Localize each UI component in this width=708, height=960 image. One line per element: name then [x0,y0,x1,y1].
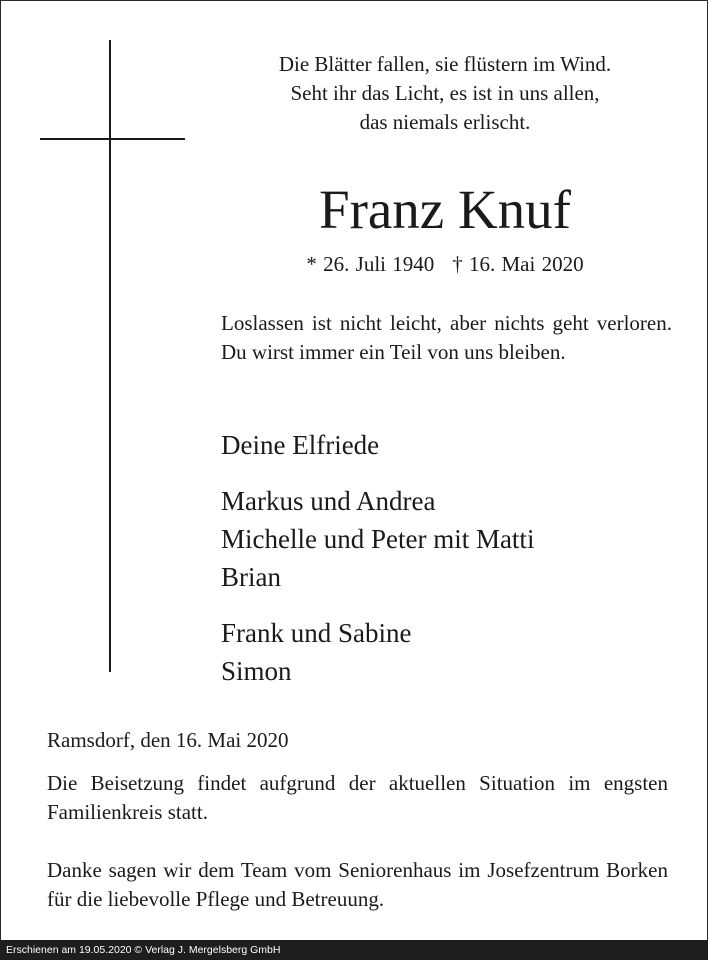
mourner-group [221,426,681,464]
poem-line: Seht ihr das Licht, es ist in uns allen, [290,81,600,105]
mourners-list [221,426,681,708]
mourner-group [221,614,681,690]
funeral-note: Die Beisetzung findet aufgrund der aktuellen Situation im engsten Familienkreis statt. [47,771,668,824]
mourner-name: Frank und Sabine [221,618,412,648]
publication-footer: Erschienen am 19.05.2020 © Verlag J. Mergelsberg GmbH [0,940,708,960]
deceased-name: Franz Knuf [318,179,571,240]
poem-line: Die Blätter fallen, sie flüstern im Wind. [278,52,612,76]
cross-icon-horizontal [40,138,185,140]
life-dates [220,250,670,278]
mourner-name: Deine Elfriede [221,430,380,460]
birth-date: * 26. Juli 1940 [306,252,435,276]
mourner-name: Simon [221,656,292,686]
poem [220,50,670,137]
farewell-text: Loslassen ist nicht leicht, aber nichts geht verloren. Du wirst immer ein Teil von uns bleiben. [221,311,672,364]
poem-line: das niemals erlischt. [359,110,531,134]
cross-icon-vertical [109,40,111,672]
death-date: † 16. Mai 2020 [452,252,584,276]
mourner-group [221,482,681,596]
mourner-name: Markus und Andrea [221,486,436,516]
place-date: Ramsdorf, den 16. Mai 2020 [47,728,289,752]
mourner-name: Brian [221,562,281,592]
mourner-name: Michelle und Peter mit Matti [221,524,535,554]
thanks-note: Danke sagen wir dem Team vom Seniorenhaus im Josefzentrum Borken für die liebevolle Pflege und Betreuung. [47,858,668,911]
